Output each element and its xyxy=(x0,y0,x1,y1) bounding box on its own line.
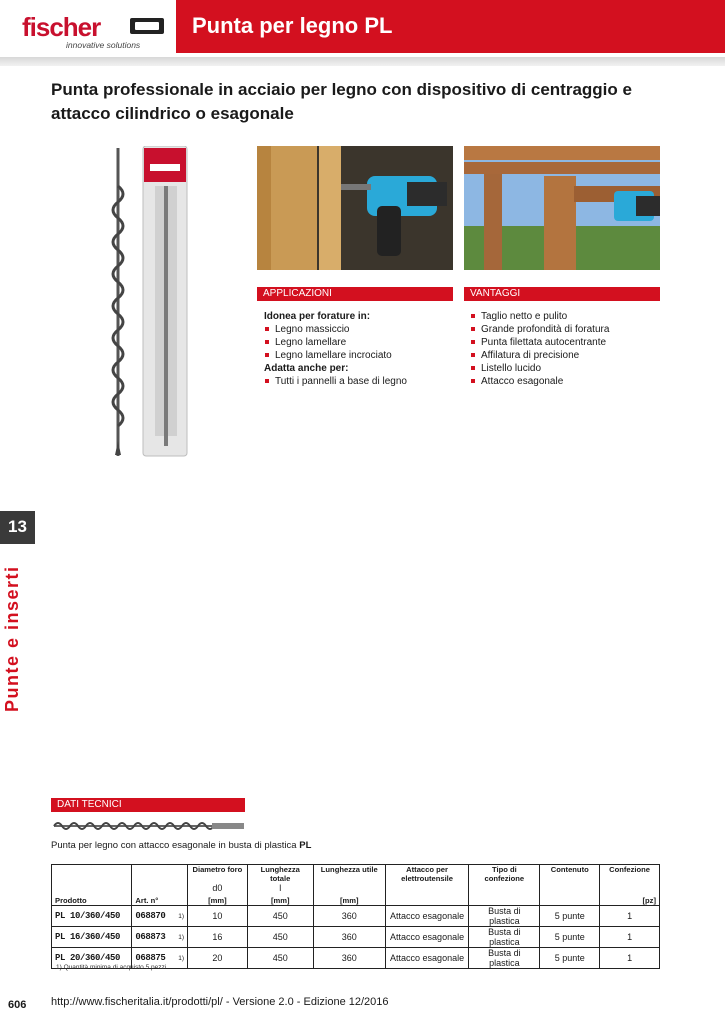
applicazioni-label: APPLICAZIONI xyxy=(263,288,332,299)
header-label: Lunghezza utile xyxy=(320,865,378,874)
drill-bit-icon xyxy=(52,818,246,834)
cell-attacco: Attacco esagonale xyxy=(385,906,468,927)
unit-utile: [mm] xyxy=(313,893,385,906)
brand-tagline: innovative solutions xyxy=(66,40,141,50)
cell-prodotto: PL 20/360/450 xyxy=(52,948,132,969)
cell-diametro: 16 xyxy=(188,927,248,948)
dati-tecnici-label: DATI TECNICI xyxy=(57,799,122,810)
list-item: Legno lamellare incrociato xyxy=(264,349,454,362)
cell-tipo: Busta di plastica xyxy=(469,906,540,927)
unit-diametro: [mm] xyxy=(188,893,248,906)
header-label: Diametro foro xyxy=(192,865,243,874)
title-bar xyxy=(176,0,725,53)
header-label: Tipo di confezione xyxy=(484,865,525,883)
cell-prodotto: PL 10/360/450 xyxy=(52,906,132,927)
applicazioni-heading-1: Idonea per forature in: xyxy=(264,311,371,322)
caption-bold: PL xyxy=(299,840,312,851)
spec-table xyxy=(51,864,660,969)
table-row xyxy=(52,906,660,927)
cell-diametro: 20 xyxy=(188,948,248,969)
header-label: Contenuto xyxy=(550,865,589,874)
cell-footnote-ref: 1) xyxy=(177,948,187,969)
cell-utile: 360 xyxy=(313,906,385,927)
table-header-contenuto xyxy=(540,865,600,894)
header-label: Confezione xyxy=(609,865,651,874)
cell-confezione: 1 xyxy=(600,906,660,927)
header xyxy=(0,0,725,57)
table-footnote: 1) Quantità minima di acquisto 5 pezzi xyxy=(56,964,167,971)
caption-text: Punta per legno con attacco esagonale in busta di plastica xyxy=(51,840,297,851)
cell-contenuto: 5 punte xyxy=(540,948,600,969)
header-divider xyxy=(0,57,725,66)
cell-contenuto: 5 punte xyxy=(540,906,600,927)
cell-lunghezza: 450 xyxy=(247,948,313,969)
applicazioni-heading-2: Adatta anche per: xyxy=(264,363,349,374)
page-number: 606 xyxy=(8,999,27,1011)
list-item: Legno lamellare xyxy=(264,336,454,349)
advantages-photo xyxy=(464,146,660,270)
cell-utile: 360 xyxy=(313,927,385,948)
table-header xyxy=(132,865,188,894)
header-symbol: d0 xyxy=(212,883,223,893)
unit-attacco xyxy=(385,893,468,906)
table-header-confezione xyxy=(600,865,660,894)
brand-name: fischer xyxy=(22,12,101,42)
chapter-number-tab xyxy=(0,511,35,544)
dati-tecnici-header xyxy=(51,798,245,812)
list-item: Grande profondità di foratura xyxy=(470,323,660,336)
header-label: Lunghezza totale xyxy=(260,865,300,883)
cell-prodotto: PL 16/360/450 xyxy=(52,927,132,948)
cell-confezione: 1 xyxy=(600,927,660,948)
unit-contenuto xyxy=(540,893,600,906)
table-header-tipo xyxy=(469,865,540,894)
list-item: Affilatura di precisione xyxy=(470,349,660,362)
cell-lunghezza: 450 xyxy=(247,927,313,948)
chapter-number: 13 xyxy=(8,517,27,536)
cell-art: 068870 xyxy=(132,906,177,927)
table-header-art: Art. n° xyxy=(132,893,188,906)
cell-confezione: 1 xyxy=(600,948,660,969)
cell-diametro: 10 xyxy=(188,906,248,927)
vantaggi-list xyxy=(470,310,660,388)
table-header-utile xyxy=(313,865,385,894)
product-headline: Punta professionale in acciaio per legno con dispositivo di centraggio e attacco cilindrico o esagonale xyxy=(51,80,632,123)
footer-url[interactable]: http://www.fischeritalia.it/prodotti/pl/ - Versione 2.0 - Edizione 12/2016 xyxy=(51,996,389,1008)
cell-footnote-ref: 1) xyxy=(177,927,187,948)
unit-confezione: [pz] xyxy=(600,893,660,906)
list-item: Tutti i pannelli a base di legno xyxy=(264,375,454,388)
cell-utile: 360 xyxy=(313,948,385,969)
fischer-logo xyxy=(22,12,182,56)
table-header-prodotto: Prodotto xyxy=(52,893,132,906)
cell-art: 068873 xyxy=(132,927,177,948)
cell-contenuto: 5 punte xyxy=(540,927,600,948)
table-row xyxy=(52,927,660,948)
unit-lunghezza: [mm] xyxy=(247,893,313,906)
table-header xyxy=(52,865,132,894)
list-item: Punta filettata autocentrante xyxy=(470,336,660,349)
cell-lunghezza: 450 xyxy=(247,906,313,927)
list-item: Listello lucido xyxy=(470,362,660,375)
cell-footnote-ref: 1) xyxy=(177,906,187,927)
cell-art: 068875 xyxy=(132,948,177,969)
applicazioni-header xyxy=(257,287,453,301)
vantaggi-label: VANTAGGI xyxy=(470,288,521,299)
applicazioni-list xyxy=(264,310,454,388)
unit-tipo xyxy=(469,893,540,906)
header-label: Attacco per elettroutensile xyxy=(401,865,454,883)
page-title: Punta per legno PL xyxy=(192,13,393,38)
list-item: Taglio netto e pulito xyxy=(470,310,660,323)
product-package-image xyxy=(110,146,190,458)
cell-tipo: Busta di plastica xyxy=(469,948,540,969)
list-item: Attacco esagonale xyxy=(470,375,660,388)
application-photo xyxy=(257,146,453,270)
table-header-lunghezza xyxy=(247,865,313,894)
cell-attacco: Attacco esagonale xyxy=(385,927,468,948)
table-caption xyxy=(51,840,311,851)
brand-badge-icon xyxy=(130,18,164,34)
cell-attacco: Attacco esagonale xyxy=(385,948,468,969)
list-item: Legno massiccio xyxy=(264,323,454,336)
table-header-attacco xyxy=(385,865,468,894)
cell-tipo: Busta di plastica xyxy=(469,927,540,948)
table-header-diametro xyxy=(188,865,248,894)
chapter-title: Punte e inserti xyxy=(2,565,22,712)
vantaggi-header xyxy=(464,287,660,301)
header-symbol: l xyxy=(279,883,282,893)
